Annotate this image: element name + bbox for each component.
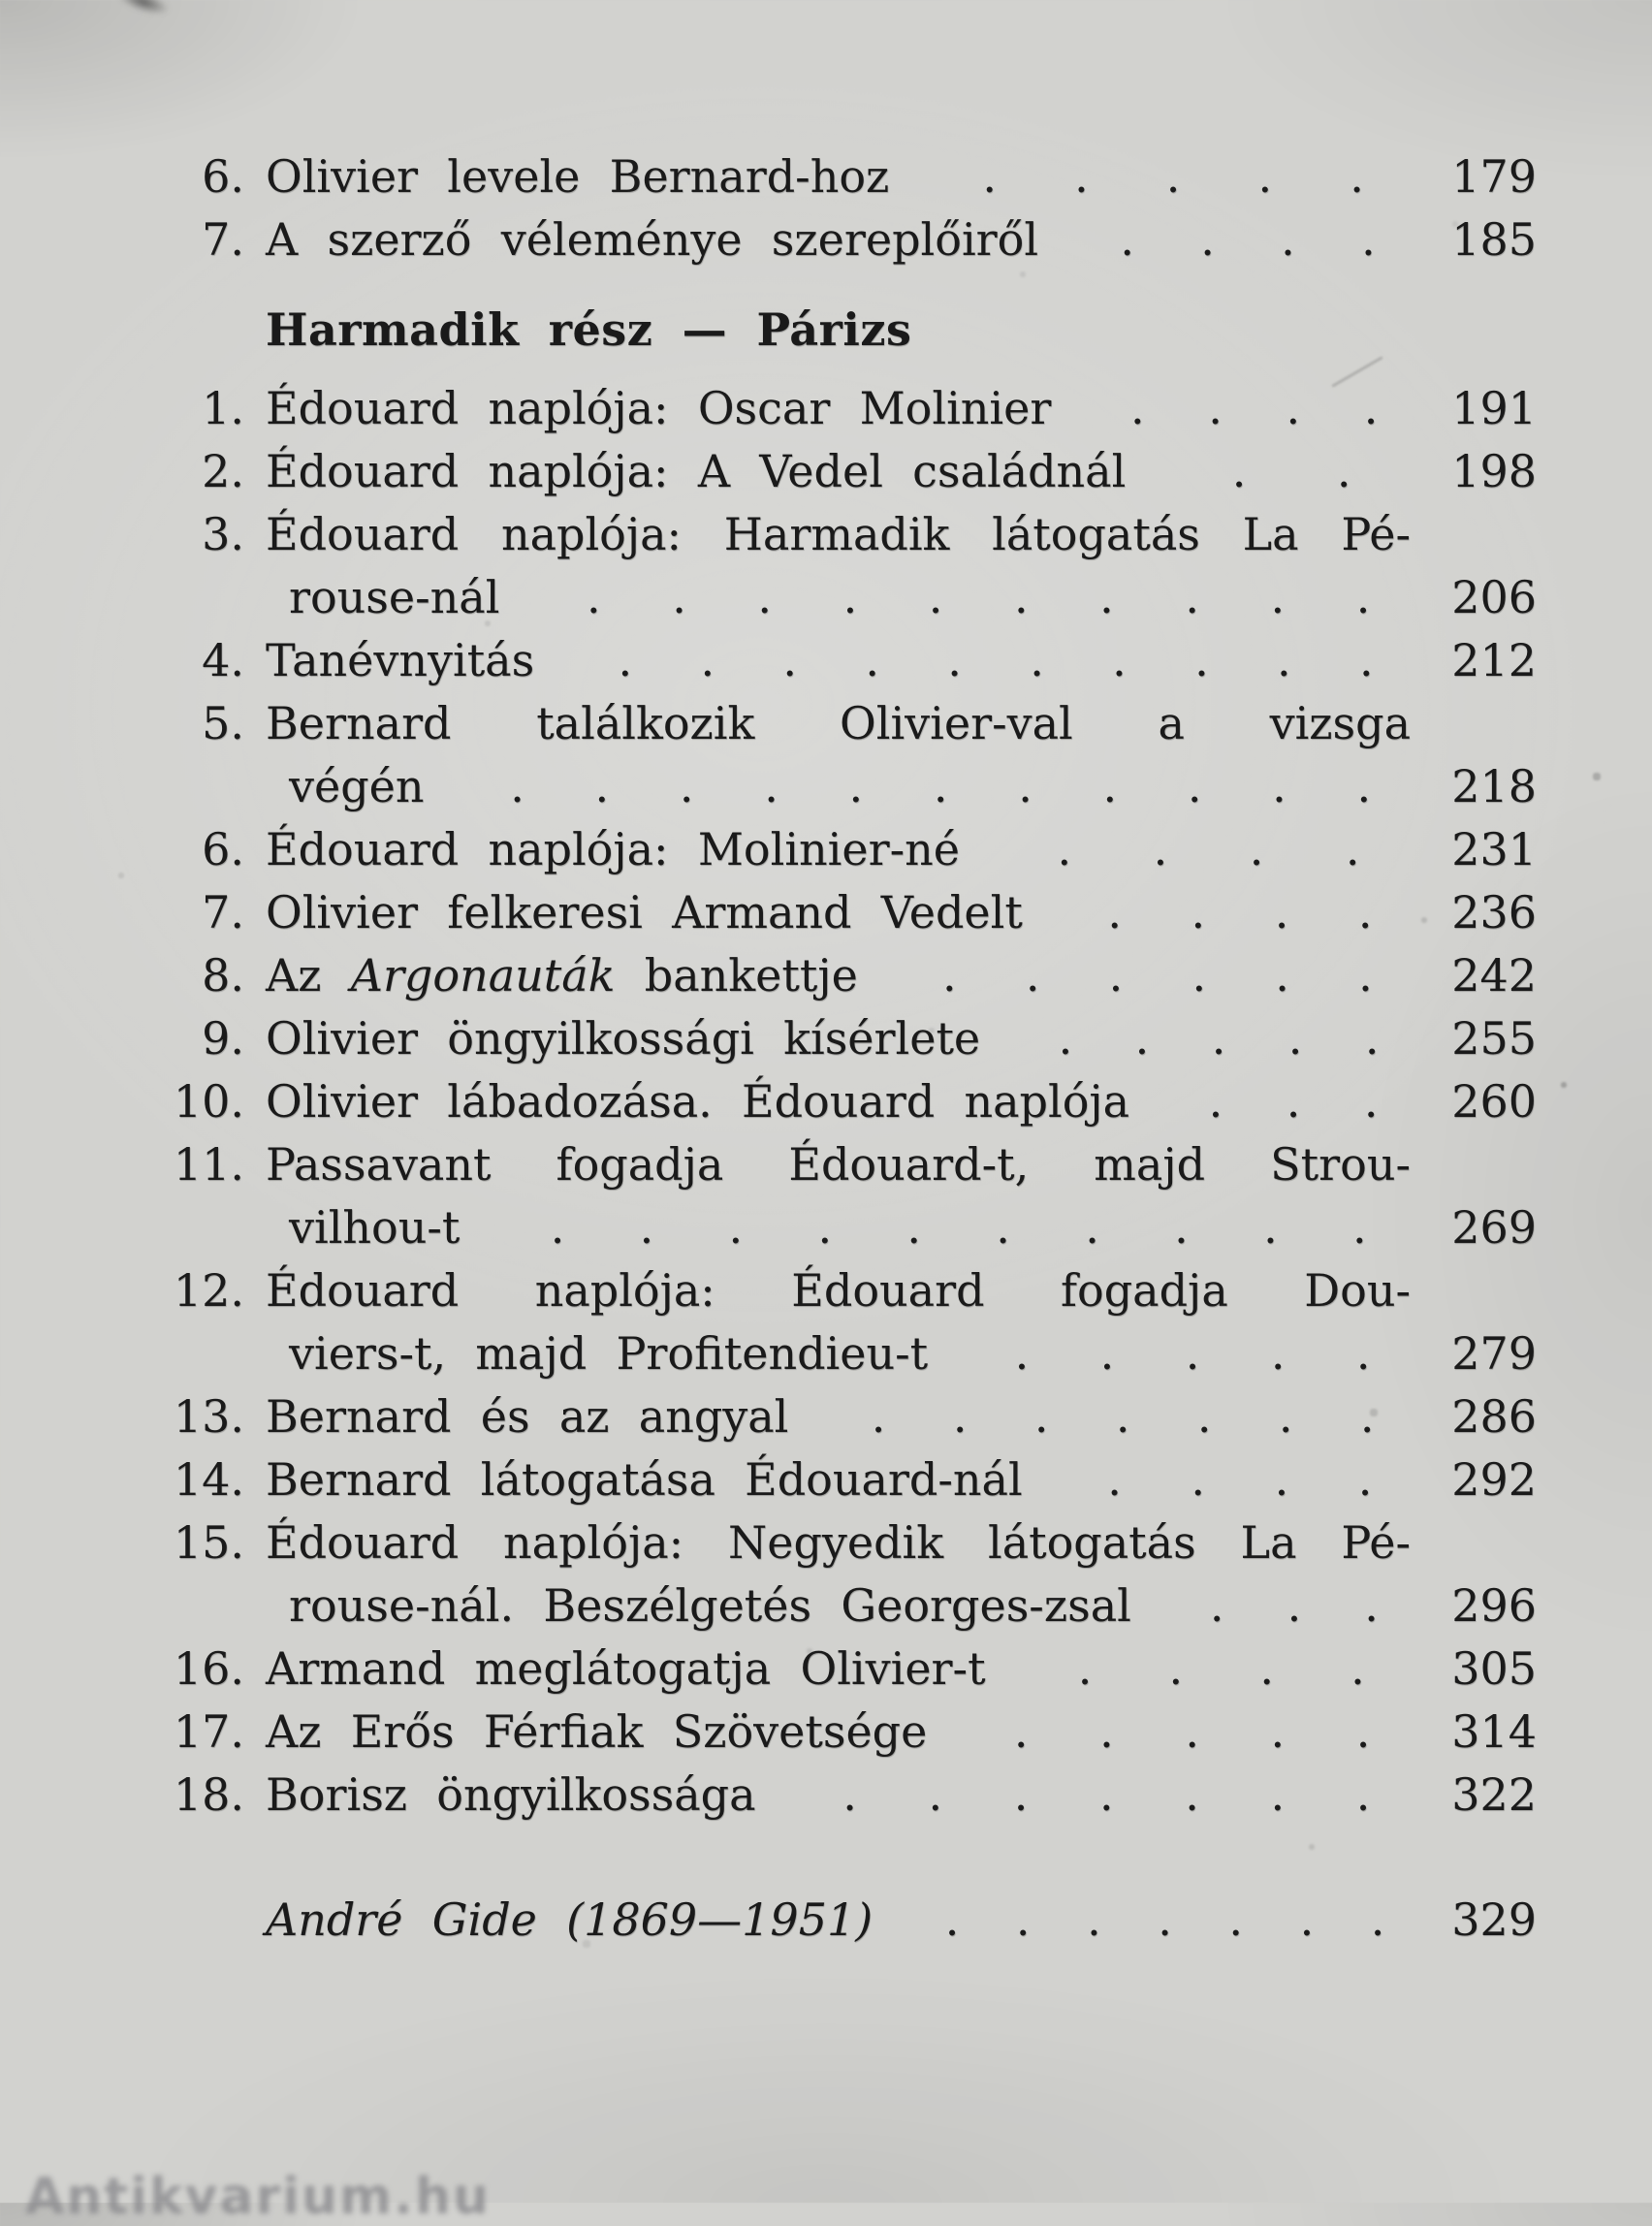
section-heading: Harmadik rész — Párizs: [266, 303, 912, 356]
dot-leader: . . . . . . .: [842, 1768, 1371, 1821]
toc-row: [155, 377, 1537, 440]
row-number: 7.: [202, 886, 244, 938]
toc-row: [155, 818, 1537, 881]
toc-row: [155, 1322, 1537, 1385]
antikvarium-watermark: Antikvarium.hu: [25, 2168, 491, 2226]
page-number: 179: [1451, 150, 1537, 203]
row-title: Olivier felkeresi Armand Vedelt: [266, 886, 1023, 938]
page-number: 305: [1451, 1642, 1537, 1695]
toc-row: [155, 1196, 1537, 1259]
toc-row: [155, 755, 1537, 818]
row-title: Armand meglátogatja Olivier-t: [266, 1642, 986, 1695]
page-number: 296: [1451, 1579, 1537, 1632]
row-number: 10.: [173, 1075, 244, 1128]
toc-row: [155, 1259, 1537, 1322]
toc-row: [155, 1638, 1537, 1701]
dot-leader: . . . .: [1077, 1642, 1365, 1695]
toc-row: [155, 145, 1537, 208]
row-number: 15.: [173, 1516, 244, 1569]
dot-leader: . . . .: [1107, 1453, 1373, 1506]
dot-leader: . . . . . . . . . . .: [510, 760, 1372, 812]
toc-row: [155, 1511, 1537, 1574]
row-number: 8.: [202, 949, 244, 1002]
page-number: 212: [1451, 634, 1537, 686]
toc-row: [155, 1448, 1537, 1511]
corner-smudge: [114, 0, 172, 19]
row-number: 7.: [202, 213, 244, 266]
row-number: 1.: [202, 382, 244, 434]
row-title: Édouard naplója: A Vedel családnál: [266, 445, 1127, 497]
page-number: 314: [1451, 1705, 1537, 1758]
dot-leader: . . . .: [1129, 382, 1379, 434]
row-title: Édouard naplója: Negyedik látogatás La Pé-: [266, 1516, 1411, 1569]
dot-leader: . .: [1231, 445, 1351, 497]
page-number: 260: [1451, 1075, 1537, 1128]
dot-leader: . . . . . . . . . .: [550, 1201, 1367, 1254]
row-title: Olivier lábadozása. Édouard naplója: [266, 1075, 1130, 1128]
row-title: Borisz öngyilkossága: [266, 1768, 756, 1821]
dot-leader: . . . .: [1057, 823, 1360, 875]
page-number: 255: [1451, 1012, 1537, 1065]
dot-leader: . . . . . . .: [871, 1390, 1375, 1443]
dot-leader: . . . . .: [1014, 1327, 1371, 1380]
page-number: 322: [1451, 1768, 1537, 1821]
toc-row: [155, 1764, 1537, 1827]
toc-row: [155, 1889, 1537, 1952]
row-title: vilhou-t: [289, 1201, 461, 1254]
paper-specks: [0, 0, 2, 2]
row-title: Az Erős Férfiak Szövetsége: [266, 1705, 928, 1758]
dot-leader: . . . . . . . . . .: [587, 571, 1371, 623]
row-title: Olivier öngyilkossági kísérlete: [266, 1012, 981, 1065]
dot-leader: . . . . . . .: [944, 1893, 1385, 1946]
toc-row: [155, 1007, 1537, 1070]
row-title: Bernard és az angyal: [266, 1390, 789, 1443]
row-title: Az Argonauták bankettje: [266, 949, 858, 1002]
page-number: 286: [1451, 1390, 1537, 1443]
row-number: 14.: [173, 1453, 244, 1506]
toc-row: [155, 1385, 1537, 1448]
page-number: 329: [1451, 1893, 1537, 1946]
row-number: 5.: [202, 697, 244, 749]
dot-leader: . . . . .: [1058, 1012, 1380, 1065]
row-title: Édouard naplója: Molinier-né: [266, 823, 960, 875]
page-number: 231: [1451, 823, 1537, 875]
row-number: 4.: [202, 634, 244, 686]
row-title: rouse-nál: [289, 571, 500, 623]
page-number: 218: [1451, 760, 1537, 812]
page-number: 206: [1451, 571, 1537, 623]
row-title: viers-t, majd Profitendieu-t: [289, 1327, 929, 1380]
dot-leader: . . . . . . . . . .: [618, 634, 1374, 686]
toc-row: [155, 1133, 1537, 1196]
page-number: 191: [1451, 382, 1537, 434]
row-title: Édouard naplója: Harmadik látogatás La Pé-: [266, 508, 1411, 560]
page-number: 198: [1451, 445, 1537, 497]
row-number: 11.: [173, 1138, 244, 1191]
toc-row: [155, 881, 1537, 944]
row-title: rouse-nál. Beszélgetés Georges-zsal: [289, 1579, 1131, 1632]
row-title: Tanévnyitás: [266, 634, 535, 686]
row-number: 2.: [202, 445, 244, 497]
row-title: Passavant fogadja Édouard-t, majd Strou-: [266, 1138, 1411, 1191]
row-number: 9.: [202, 1012, 244, 1065]
row-number: 16.: [173, 1642, 244, 1695]
toc-row: [155, 1070, 1537, 1133]
toc-row: [155, 629, 1537, 692]
row-number: 13.: [173, 1390, 244, 1443]
toc-row: [155, 440, 1537, 503]
row-number: 3.: [202, 508, 244, 560]
toc-row: [155, 566, 1537, 629]
dot-leader: . . . .: [1120, 213, 1376, 266]
toc-row: [155, 944, 1537, 1007]
dot-leader: . . . . .: [1013, 1705, 1371, 1758]
row-title: A szerző véleménye szereplőiről: [266, 213, 1039, 266]
toc: [155, 145, 1537, 1952]
page-number: 185: [1451, 213, 1537, 266]
dot-leader: . . . .: [1107, 886, 1373, 938]
toc-row: [155, 503, 1537, 566]
row-number: 17.: [173, 1705, 244, 1758]
row-title: Édouard naplója: Édouard fogadja Dou-: [266, 1264, 1411, 1317]
row-title: Bernard látogatása Édouard-nál: [266, 1453, 1023, 1506]
row-number: 6.: [202, 823, 244, 875]
toc-row: [155, 692, 1537, 755]
row-title: André Gide (1869—1951): [266, 1893, 874, 1946]
toc-row: [155, 1574, 1537, 1638]
dot-leader: . . . . . .: [942, 949, 1373, 1002]
page-number: 242: [1451, 949, 1537, 1002]
row-title: Bernard találkozik Olivier-val a vizsga: [266, 697, 1411, 749]
row-number: 6.: [202, 150, 244, 203]
page-number: 292: [1451, 1453, 1537, 1506]
toc-row: [155, 1701, 1537, 1764]
page-number: 236: [1451, 886, 1537, 938]
row-title: végén: [289, 760, 425, 812]
page-number: 269: [1451, 1201, 1537, 1254]
page-number: 279: [1451, 1327, 1537, 1380]
row-number: 12.: [173, 1264, 244, 1317]
row-number: 18.: [173, 1768, 244, 1821]
toc-row: [155, 208, 1537, 271]
row-title: Édouard naplója: Oscar Molinier: [266, 382, 1052, 434]
dot-leader: . . . . .: [982, 150, 1364, 203]
dot-leader: . . .: [1209, 1579, 1379, 1632]
row-title: Olivier levele Bernard-hoz: [266, 150, 890, 203]
dot-leader: . . .: [1208, 1075, 1379, 1128]
